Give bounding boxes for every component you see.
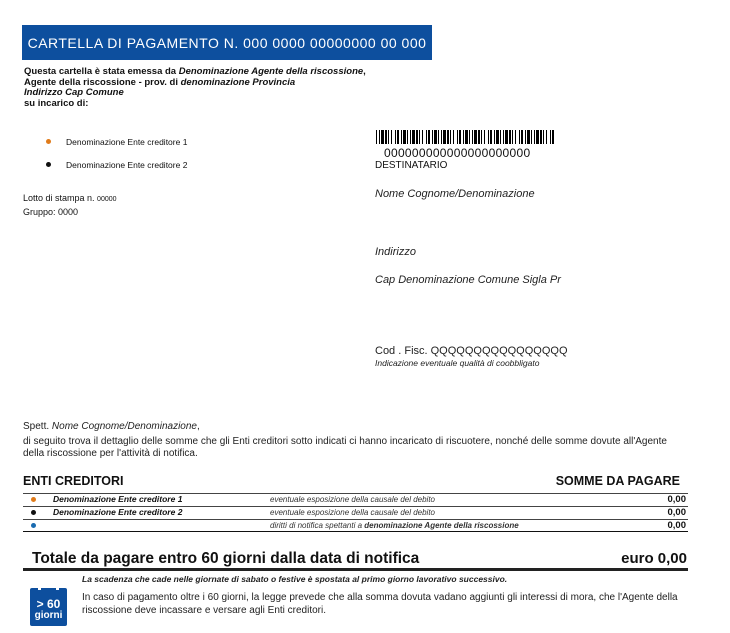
total-divider	[23, 568, 688, 571]
row-desc-agent: denominazione Agente della riscossione	[364, 521, 519, 530]
row-desc-prefix: diritti di notifica spettanti a	[270, 521, 365, 530]
due-date-note: La scadenza che cade nelle giornate di sabato o festive è spostata al primo giorno lavorativo successivo.	[82, 574, 508, 584]
barcode-number: 000000000000000000000	[384, 146, 531, 160]
bullet-orange-icon	[31, 497, 36, 502]
row-description: eventuale esposizione della causale del debito	[270, 495, 436, 504]
issuer-province: denominazione Provincia	[180, 76, 296, 88]
row-creditor: Denominazione Ente creditore 2	[53, 507, 183, 517]
recipient-label: DESTINATARIO	[375, 160, 448, 171]
coobligated-note: Indicazione eventuale qualità di coobbligato	[375, 358, 540, 368]
print-batch-info	[23, 192, 117, 218]
creditor-list	[46, 130, 187, 176]
document-title: CARTELLA DI PAGAMENTO N. 000 0000 00000000 00 000	[27, 34, 427, 51]
row-amount: 0,00	[667, 507, 686, 518]
lotto-label: Lotto di stampa n.	[23, 193, 98, 203]
salutation	[23, 421, 200, 432]
lotto-number: 00000	[97, 196, 117, 203]
issuer-line1-a: Questa cartella è stata emessa da	[24, 66, 179, 77]
gruppo-label: Gruppo: 0000	[23, 207, 79, 217]
intro-paragraph: di seguito trova il dettaglio delle somme che gli Enti creditori sotto indicati ci hanno incaricato di riscuotere, nonché delle somme dovute all'Agente della riscossione per l'attività di notifica.	[23, 436, 667, 459]
late-payment-notice: In caso di pagamento oltre i 60 giorni, la legge prevede che alla somma dovuta vadano aggiunti gli interessi di mora, che l'Agente della riscossione deve incassare e versare agli Enti creditori.	[82, 592, 678, 616]
row-description: eventuale esposizione della causale del debito	[270, 508, 436, 517]
recipient-name: Nome Cognome/Denominazione	[375, 188, 535, 200]
issuer-block	[24, 67, 366, 109]
row-amount: 0,00	[667, 494, 686, 505]
bullet-orange-icon	[46, 139, 51, 144]
calendar-days: > 60	[36, 597, 61, 611]
salutation-prefix: Spett.	[23, 421, 52, 432]
issuer-on-behalf: su incarico di:	[24, 97, 89, 109]
row-creditor: Denominazione Ente creditore 1	[53, 494, 183, 504]
row-amount: 0,00	[667, 520, 686, 531]
creditor-item	[46, 153, 187, 176]
creditor-name: Denominazione Ente creditore 1	[66, 136, 188, 147]
creditors-header: ENTI CREDITORI	[23, 474, 124, 488]
amounts-table	[23, 493, 688, 532]
amounts-header: SOMME DA PAGARE	[555, 474, 680, 488]
issuer-agent-name: Denominazione Agente della riscossione	[178, 66, 364, 77]
recipient-address: Indirizzo	[375, 246, 416, 258]
row-description	[270, 521, 519, 530]
creditor-item	[46, 130, 187, 153]
barcode-icon	[376, 130, 554, 144]
issuer-line2-a: Agente della riscossione - prov. di	[24, 76, 181, 88]
bullet-black-icon	[31, 510, 36, 515]
bullet-blue-icon	[31, 523, 36, 528]
issuer-address: Indirizzo Cap Comune	[24, 87, 124, 98]
table-row	[23, 493, 688, 506]
bullet-black-icon	[46, 162, 51, 167]
calendar-unit: giorni	[34, 610, 63, 621]
issuer-line1-c: ,	[363, 66, 366, 77]
calendar-icon	[30, 588, 67, 626]
total-label: Totale da pagare entro 60 giorni dalla data di notifica	[32, 550, 420, 567]
table-bottom-divider	[23, 531, 688, 532]
total-amount: euro 0,00	[621, 550, 687, 567]
document-title-bar	[22, 25, 432, 60]
salutation-comma: ,	[196, 421, 200, 432]
recipient-city: Cap Denominazione Comune Sigla Pr	[375, 274, 561, 286]
calendar-rings-icon	[30, 585, 67, 590]
recipient-tax-code: Cod . Fisc. QQQQQQQQQQQQQQQQ	[375, 345, 568, 357]
creditor-name: Denominazione Ente creditore 2	[66, 159, 188, 170]
table-row	[23, 506, 688, 519]
salutation-name: Nome Cognome/Denominazione	[51, 421, 197, 432]
